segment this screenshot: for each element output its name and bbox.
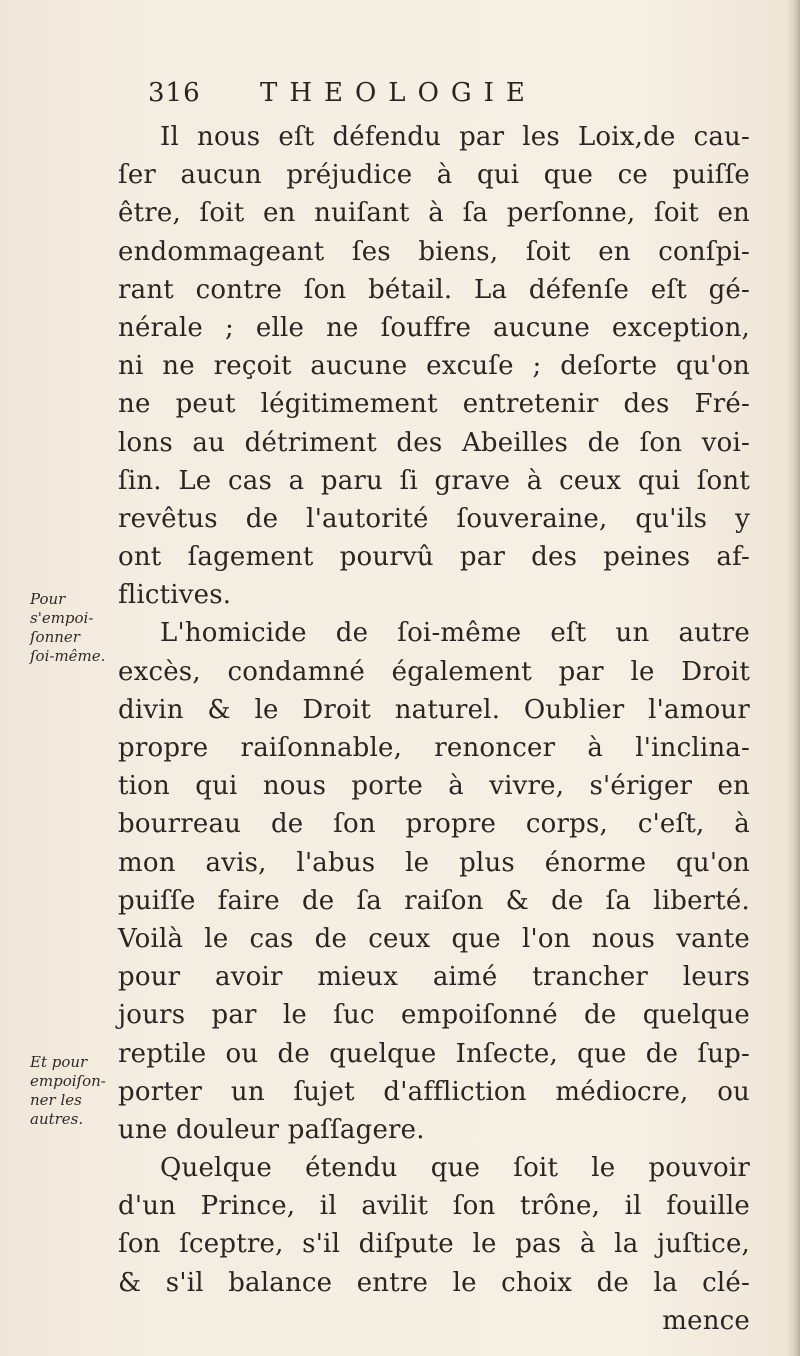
text-line: nérale ; elle ne ſouffre aucune exception, [118,312,750,343]
text-line: ni ne reçoit aucune excuſe ; deſorte qu'on [118,351,750,382]
text-line: mon avis, l'abus le plus énorme qu'on [118,847,750,878]
margin-note-line: Et pour [30,1053,88,1071]
text-line: ſin. Le cas a paru ſi grave à ceux qui ſont [118,465,750,496]
text-line: rant contre ſon bétail. La défenſe eſt gé- [118,274,750,305]
text-line: Quelque étendu que ſoit le pouvoir [160,1153,750,1184]
text-line: pour avoir mieux aimé trancher leurs [118,962,750,993]
text-line: & s'il balance entre le choix de la clé- [118,1267,750,1298]
text-line: divin & le Droit naturel. Oublier l'amour [118,694,750,725]
text-line: tion qui nous porte à vivre, s'ériger en [118,771,750,802]
text-line: L'homicide de ſoi-même eſt un autre [160,618,750,649]
text-line: porter un ſujet d'affliction médiocre, ou [118,1076,750,1107]
text-line: Voilà le cas de ceux que l'on nous vante [118,923,750,954]
margin-note-line: ſonner [30,628,80,646]
text-line: excès, condamné également par le Droit [118,656,750,687]
margin-note-line: s'empoi- [30,609,94,627]
text-line: revêtus de l'autorité ſouveraine, qu'ils y [118,503,750,534]
text-line: ſon ſceptre, s'il diſpute le pas à la juſtice, [118,1229,750,1260]
text-line: flictives. [118,580,232,611]
margin-note-line: ſoi-même. [30,647,106,665]
margin-note-suicide [30,590,130,666]
page-edge-shadow [786,0,800,1356]
margin-note-line: ner les [30,1091,82,1109]
text-line: puiſſe faire de ſa raiſon & de ſa liberté. [118,885,750,916]
text-line: lons au détriment des Abeilles de ſon voi- [118,427,750,458]
running-title: THEOLOGIE [260,78,537,108]
text-line: reptile ou de quelque Inſecte, que de ſup- [118,1038,750,1069]
text-line: ne peut légitimement entretenir des Fré- [118,389,750,420]
margin-note-poisoning-others [30,1053,130,1129]
page-header [148,78,748,118]
margin-note-line: autres. [30,1110,84,1128]
text-line: ſer aucun préjudice à qui que ce puiſſe [118,160,750,191]
text-line: être, ſoit en nuiſant à ſa perſonne, ſoit en [118,198,750,229]
text-line: bourreau de ſon propre corps, c'eſt, à [118,809,750,840]
text-line: endommageant ſes biens, ſoit en conſpi- [118,236,750,267]
page-number: 316 [148,78,201,108]
text-line: d'un Prince, il avilit ſon trône, il fouille [118,1191,750,1222]
text-line: jours par le ſuc empoiſonné de quelque [118,1000,750,1031]
catchword: mence [662,1305,750,1336]
margin-note-line: empoiſon- [30,1072,106,1090]
body-text [118,118,750,1340]
text-line: ont ſagement pourvû par des peines af- [118,542,750,573]
text-line: propre raiſonnable, renoncer à l'inclina- [118,733,750,763]
text-line: une douleur paſſagere. [118,1114,425,1145]
text-line: Il nous eſt défendu par les Loix,de cau- [160,122,750,152]
margin-note-line: Pour [30,590,66,608]
